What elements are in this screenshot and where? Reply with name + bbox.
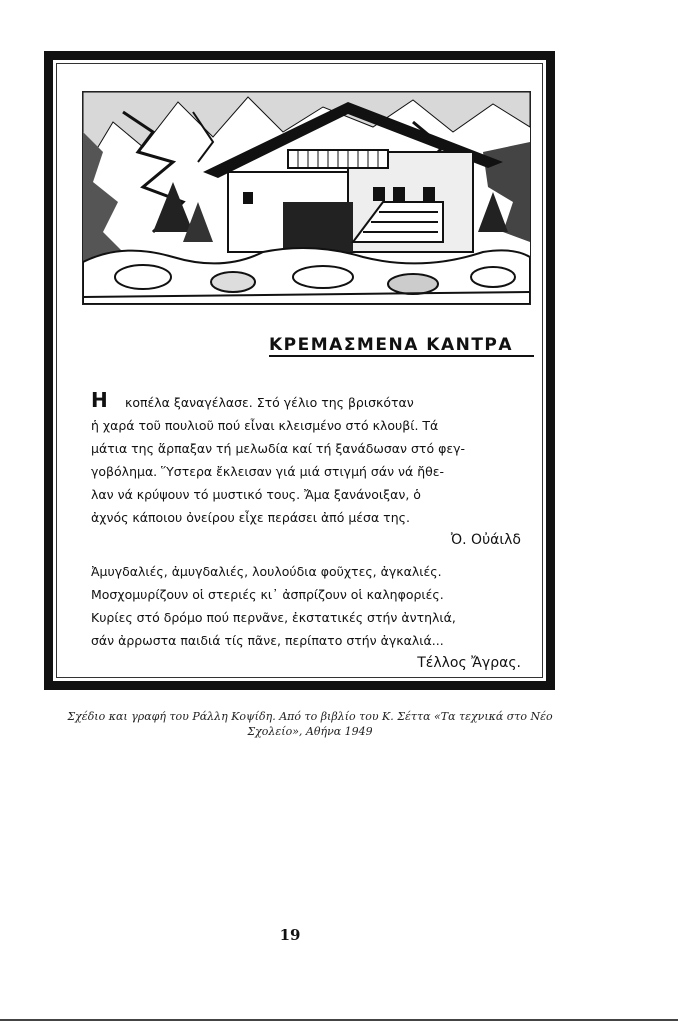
decorative-initial: Η <box>91 389 106 412</box>
poem-line: ἡ χαρά τοῦ πουλιοῦ πού εἶναι κλεισμένο στό κλουβί. Τά <box>91 418 439 433</box>
tree-left <box>153 182 193 232</box>
poem-author: Ὀ. Οὐάιλδ <box>450 532 521 548</box>
poem-line: Κυρίες στό δρόμο πού περνᾶνε, ἐκστατικές στήν ἀντηλιά, <box>91 610 456 625</box>
poem-line: Μοσχομυρίζουν οἱ στεριές κι᾽ ἀσπρίζουν οἱ καληφοριές. <box>91 587 444 602</box>
poem-line: Η κοπέλα ξαναγέλασε. Στό γέλιο της βρισκόταν <box>91 389 414 412</box>
frame-inner-border <box>56 63 543 678</box>
illustration-frame <box>44 51 555 690</box>
second-poem <box>91 560 531 675</box>
heading-underline <box>269 355 534 357</box>
poem-line: γοβόλημα. Ὕστερα ἔκλεισαν γιά μιά στιγμή σάν νά ἤθε- <box>91 464 445 479</box>
poem-line: λαν νά κρύψουν τό μυστικό τους. Ἄμα ξανάνοιξαν, ὁ <box>91 487 421 502</box>
page-bottom-edge <box>0 1019 678 1021</box>
poem-line: σάν ἀρρωστα παιδιά τίς πᾶνε, περίπατο στήν ἀγκαλιά... <box>91 633 444 648</box>
poem-block <box>91 389 531 675</box>
tree-right <box>478 192 508 232</box>
poem-line: ἀχνός κάποιου ὀνείρου εἶχε περάσει ἀπό μέσα της. <box>91 510 410 525</box>
second-poem-author: Τέλλος Ἄγρας. <box>417 655 521 671</box>
house-drawing-svg <box>83 92 530 304</box>
poem-line: Ἀμυγδαλιές, ἀμυγδαλιές, λουλούδια φοῦχτες, ἀγκαλιές. <box>91 564 442 579</box>
poem-heading: ΚΡΕΜΑΣΜΕΝΑ ΚΑΝΤΡΑ <box>269 335 514 355</box>
figure-caption: Σχέδιο και γραφή του Ράλλη Κοψίδη. Από το βιβλίο του Κ. Σέττα «Τα τεχνικά στο Νέο Σχολείο», Αθήνα 1949 <box>67 710 553 738</box>
window <box>243 192 253 204</box>
poem-line: μάτια της ἅρπαξαν τή μελωδία καί τή ξανάδωσαν στό φεγ- <box>91 441 465 456</box>
page-number: 19 <box>279 926 301 944</box>
house-foundation <box>283 202 353 252</box>
house-illustration <box>82 91 531 305</box>
